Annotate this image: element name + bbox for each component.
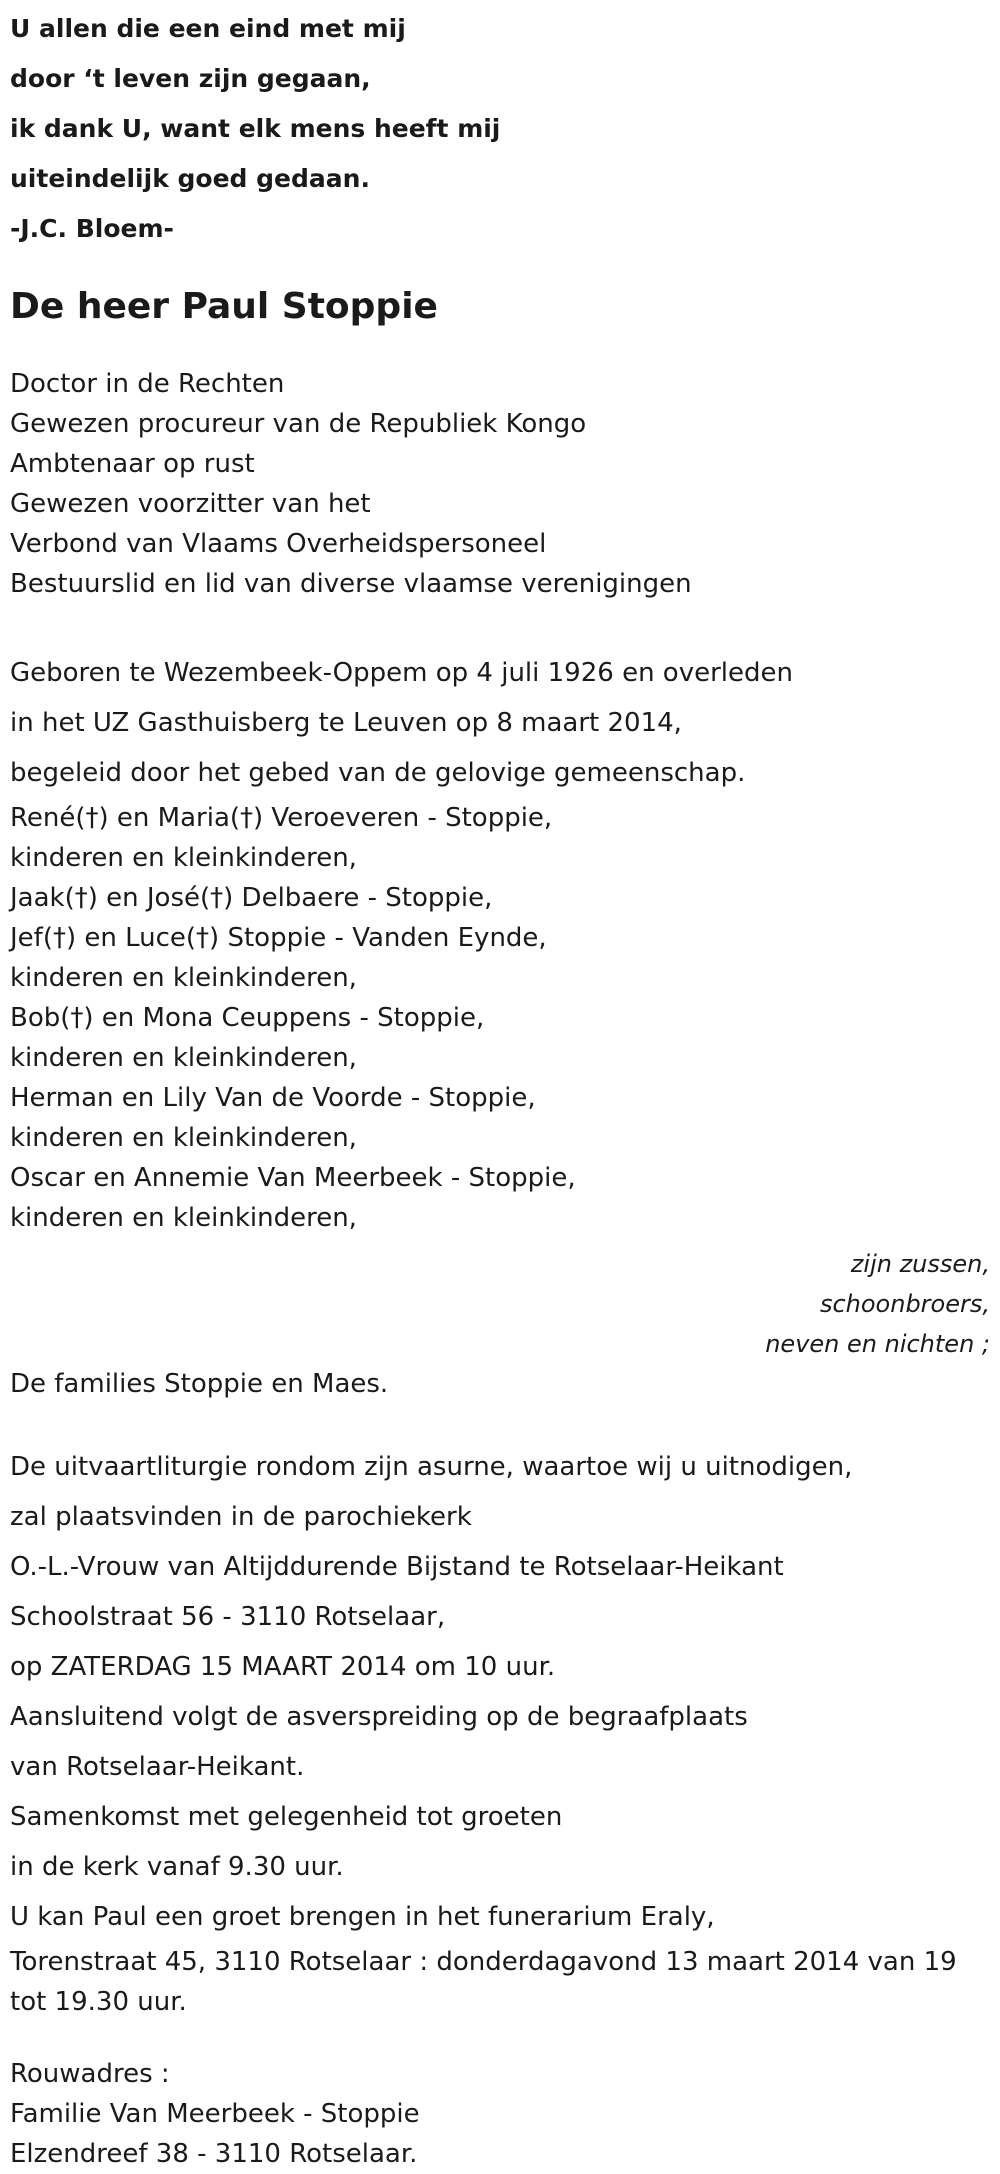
funeral-line: Torenstraat 45, 3110 Rotselaar : donderdagavond 13 maart 2014 van 19 (10, 1947, 957, 1977)
funeral-line: Samenkomst met gelegenheid tot groeten (10, 1802, 563, 1832)
mourning-address (10, 2054, 990, 2174)
address-label: Rouwadres : (10, 2059, 170, 2089)
funeral-line: Schoolstraat 56 - 3110 Rotselaar, (10, 1602, 446, 1632)
family-list (10, 798, 990, 1238)
poem-line: door ‘t leven zijn gegaan, (10, 64, 371, 93)
birth-line: begeleid door het gebed van de gelovige gemeenschap. (10, 758, 746, 788)
title-line: Gewezen voorzitter van het (10, 489, 371, 519)
titles-list (10, 364, 990, 604)
birth-line: Geboren te Wezembeek-Oppem op 4 juli 1926 en overleden (10, 658, 793, 688)
families-line: De families Stoppie en Maes. (10, 1369, 389, 1399)
title-line: Bestuurslid en lid van diverse vlaamse verenigingen (10, 569, 692, 599)
family-line: kinderen en kleinkinderen, (10, 1043, 357, 1073)
funeral-line: op ZATERDAG 15 MAART 2014 om 10 uur. (10, 1652, 556, 1682)
funeral-line: in de kerk vanaf 9.30 uur. (10, 1852, 344, 1882)
title-line: Ambtenaar op rust (10, 449, 255, 479)
relation-line: schoonbroers, (819, 1290, 990, 1318)
family-line: kinderen en kleinkinderen, (10, 1123, 357, 1153)
relation-line: neven en nichten ; (765, 1330, 990, 1358)
poem-line: uiteindelijk goed gedaan. (10, 164, 370, 193)
funeral-line: Aansluitend volgt de asverspreiding op de begraafplaats (10, 1702, 748, 1732)
relations-block (10, 1244, 990, 1364)
poem-author: -J.C. Bloem- (10, 214, 174, 243)
family-line: Jef(†) en Luce(†) Stoppie - Vanden Eynde, (10, 923, 547, 953)
title-line: Doctor in de Rechten (10, 369, 285, 399)
title-line: Verbond van Vlaams Overheidspersoneel (10, 529, 547, 559)
title-line: Gewezen procureur van de Republiek Kongo (10, 409, 587, 439)
birth-line: in het UZ Gasthuisberg te Leuven op 8 maart 2014, (10, 708, 682, 738)
family-line: kinderen en kleinkinderen, (10, 963, 357, 993)
family-line: kinderen en kleinkinderen, (10, 1203, 357, 1233)
family-line: Bob(†) en Mona Ceuppens - Stoppie, (10, 1003, 485, 1033)
family-line: Jaak(†) en José(†) Delbaere - Stoppie, (10, 883, 493, 913)
poem-line: ik dank U, want elk mens heeft mij (10, 114, 501, 143)
funeral-block (10, 1442, 990, 2022)
deceased-name: De heer Paul Stoppie (10, 286, 438, 327)
relation-line: zijn zussen, (850, 1250, 990, 1278)
family-line: kinderen en kleinkinderen, (10, 843, 357, 873)
family-line: Herman en Lily Van de Voorde - Stoppie, (10, 1083, 536, 1113)
family-line: René(†) en Maria(†) Veroeveren - Stoppie, (10, 803, 553, 833)
family-line: Oscar en Annemie Van Meerbeek - Stoppie, (10, 1163, 576, 1193)
poem (10, 0, 990, 254)
address-line: Familie Van Meerbeek - Stoppie (10, 2099, 420, 2129)
funeral-line: De uitvaartliturgie rondom zijn asurne, waartoe wij u uitnodigen, (10, 1452, 853, 1482)
funeral-line: zal plaatsvinden in de parochiekerk (10, 1502, 472, 1532)
address-line: Elzendreef 38 - 3110 Rotselaar. (10, 2139, 418, 2169)
funeral-line: O.-L.-Vrouw van Altijddurende Bijstand te Rotselaar-Heikant (10, 1552, 784, 1582)
poem-line: U allen die een eind met mij (10, 14, 406, 43)
funeral-line: U kan Paul een groet brengen in het funerarium Eraly, (10, 1902, 715, 1932)
funeral-line: tot 19.30 uur. (10, 1987, 187, 2017)
birth-death-block (10, 648, 990, 798)
funeral-line: van Rotselaar-Heikant. (10, 1752, 305, 1782)
